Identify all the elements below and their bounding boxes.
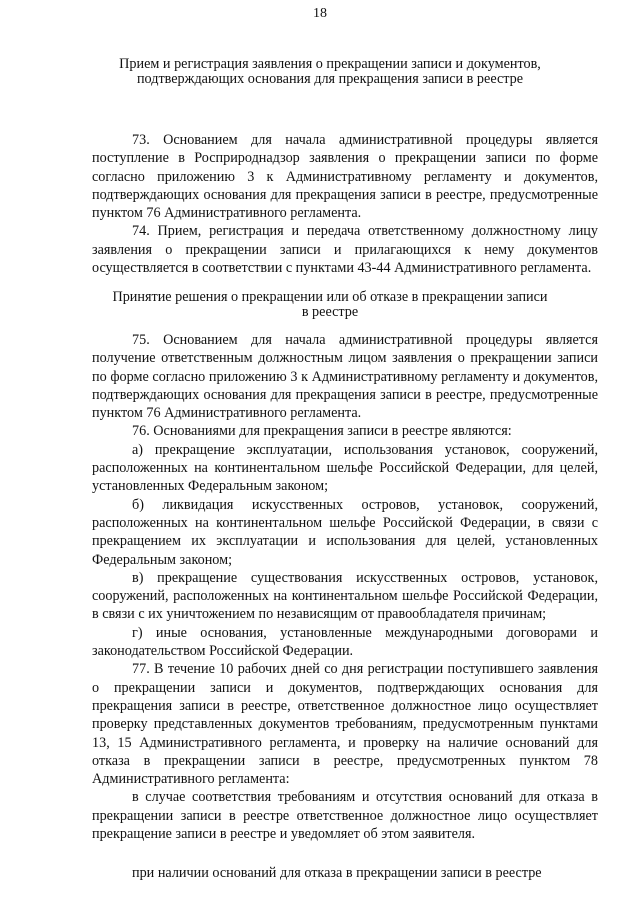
paragraph-73: 73. Основанием для начала административной процедуры является поступление в Росприроднадзор заявления о прекращении записи по форме согласно приложению 3 к Административному регламенту и документов, подтверждающих основания для прекращения записи в реестре, предусмотренные пунктом 76 Административного регламента. xyxy=(92,132,598,222)
paragraph-77-case-refusal: при наличии оснований для отказа в прекращении записи в реестре xyxy=(132,865,542,881)
paragraph-74: 74. Прием, регистрация и передача ответственному должностному лицу заявления о прекращении записи и прилагающихся к нему документов осуществляется в соответствии с пунктами 43-44 Административного регламента. xyxy=(92,223,598,277)
paragraph-77: 77. В течение 10 рабочих дней со дня регистрации поступившего заявления о прекращении записи и документов, подтверждающих основания для прекращения записи в реестре, ответственное должностное лицо осуществляет проверку представленных документов требованиям, предусмотренным пунктами 13, 15 Административного регламента, и проверку на наличие оснований для отказа в прекращении записи в реестре, предусмотренных пунктом 78 Административного регламента: xyxy=(92,661,598,788)
paragraph-75: 75. Основанием для начала административной процедуры является получение ответственным должностным лицом заявления о прекращении записи по форме согласно приложению 3 к Административному регламенту и документов, подтверждающих основания для прекращения записи в реестре, предусмотренные пунктом 76 Административного регламента. xyxy=(92,332,598,422)
section-heading-decision: Принятие решения о прекращении или об отказе в прекращении записи в реестре xyxy=(112,289,548,320)
list-item-g: г) иные основания, установленные международными договорами и законодательством Российской Федерации. xyxy=(92,624,598,660)
list-item-v: в) прекращение существования искусственных островов, установок, сооружений, расположенных на континентальном шельфе Российской Федерации, в связи с их уничтожением по независящим от правообладателя причинам; xyxy=(92,569,598,623)
paragraph-76: 76. Основаниями для прекращения записи в реестре являются: xyxy=(132,423,512,440)
list-item-a: а) прекращение эксплуатации, использования установок, сооружений, расположенных на континентальном шельфе Российской Федерации, для целей, установленных Федеральным законом; xyxy=(92,441,598,495)
page-number: 18 xyxy=(313,6,327,21)
section-body-registration xyxy=(92,131,598,277)
paragraph-77-case-refusal-wrap xyxy=(92,864,598,898)
list-item-b: б) ликвидация искусственных островов, установок, сооружений, расположенных на континентальном шельфе Российской Федерации, в связи с прекращением их эксплуатации и использования для целей, установленных Федеральным законом; xyxy=(92,496,598,568)
paragraph-77-case-compliance: в случае соответствия требованиям и отсутствия оснований для отказа в прекращении записи в реестре ответственное должностное лицо осуществляет прекращение записи в реестре и уведомляет об этом заявителя. xyxy=(92,789,598,843)
section-body-decision xyxy=(92,331,598,843)
section-heading-registration: Прием и регистрация заявления о прекращении записи и документов, подтверждающих основания для прекращения записи в реестре xyxy=(119,56,541,87)
